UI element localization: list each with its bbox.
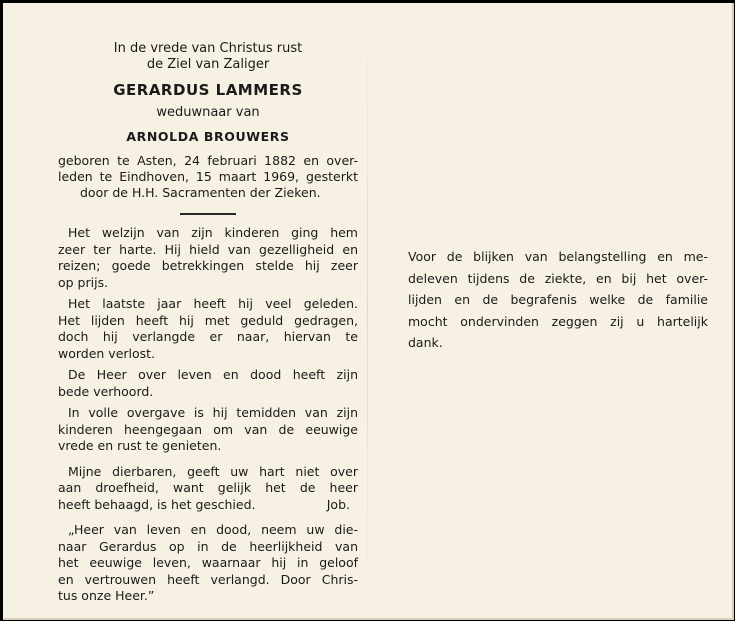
deceased-name: GERARDUS LAMMERS [113,81,303,99]
memorial-card [3,3,734,620]
text-line: en vertrouwen heeft verlangd. Door Chris- [58,571,358,587]
text-line: „Heer van leven en dood, neem uw die- [68,522,358,537]
header-line-2: de Ziel van Zaliger [146,57,270,72]
card-fold [367,3,368,618]
text-line: bede verhoord. [58,383,154,399]
text-line: aan droefheid, want gelijk het de heer [58,480,358,495]
left-panel [58,41,358,610]
divider [180,213,236,215]
text-line: zeer ter harte. Hij hield van gezelligheid en [58,241,358,257]
job-source: Job. [326,496,350,512]
text-line: Het laatste jaar heeft hij veel geleden. [68,296,358,311]
birth-line-3: door de H.H. Sacramenten der Zieken. [80,185,321,200]
thanks-line: Voor de blijken van belangstelling en me- [408,249,708,264]
job-last-row [58,497,358,514]
text-line: het eeuwige leven, waarnaar hij in geloof [58,555,358,570]
thanks-line: lijden en de begrafenis welke de familie [408,292,708,307]
text-line: De Heer over leven en dood heeft zijn [68,367,358,382]
text-line: doch hij verlangde er naar, hiervan te [58,329,358,344]
birth-death-text [58,153,358,201]
paragraph-surrender [58,405,358,455]
text-line: tus onze Heer.” [58,588,155,603]
text-line: Het lijden heeft hij met geduld gedragen, [58,312,358,328]
paragraph-suffering [58,296,358,362]
thanks-line: dank. [408,335,443,350]
text-line: op prijs. [58,274,109,290]
paragraph-children [58,225,358,291]
text-line: Mijne dierbaren, geeft uw hart niet over [68,463,358,479]
job-quote [58,464,358,514]
prayer-quote [58,522,358,605]
text-line: vrede en rust te genieten. [58,438,222,453]
spouse-name: ARNOLDA BROUWERS [126,129,290,144]
birth-line-1: geboren te Asten, 24 februari 1882 en over- [58,153,358,168]
text-line: In volle overgave is hij temidden van zijn [68,405,358,420]
paragraph-prayer-heard [58,367,358,400]
widower-label: weduwnaar van [156,105,260,120]
thanks-line: mocht ondervinden zeggen zij u hartelijk [408,313,708,329]
header-line-1: In de vrede van Christus rust [113,41,303,56]
thanks-line: deleven tijdens de ziekte, en bij het over- [408,270,708,286]
text-line: Het welzijn van zijn kinderen ging hem [68,225,358,240]
text-line: kinderen heengegaan om van de eeuwige [58,421,358,437]
text-line: reizen; goede betrekkingen stelde hij zeer [58,258,358,273]
birth-line-2: leden te Eindhoven, 15 maart 1969, gesterkt [58,169,358,184]
text-line: naar Gerardus op in de heerlijkheid van [58,538,358,554]
text-line: heeft behaagd, is het geschied. [58,496,256,512]
right-panel-thanks [408,246,708,354]
text-line: worden verlost. [58,345,156,361]
